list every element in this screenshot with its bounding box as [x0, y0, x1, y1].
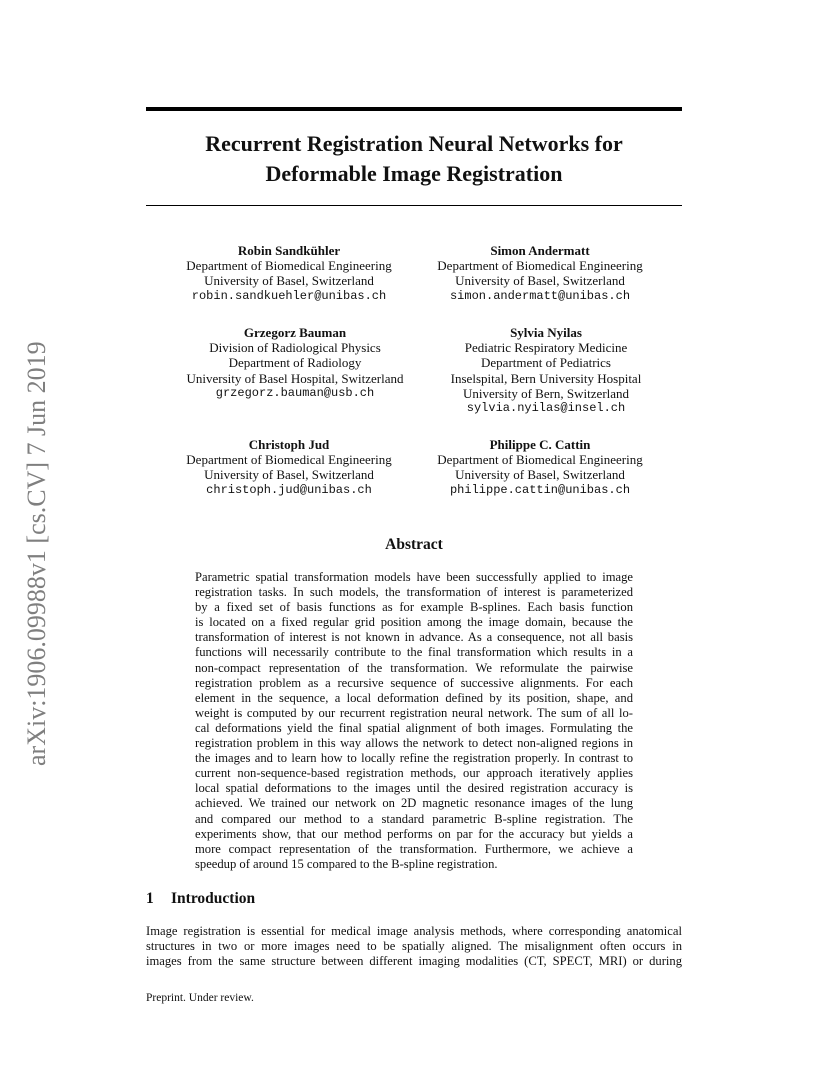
arxiv-sidebar	[15, 296, 55, 766]
author-name: Sylvia Nyilas	[510, 325, 582, 340]
author-block	[164, 243, 414, 304]
abstract-line: experiments show, that our method performs on par for the accuracy but yields a	[195, 826, 633, 841]
author-block	[170, 325, 420, 401]
section-title: Introduction	[171, 890, 256, 907]
author-affiliation: Pediatric Respiratory Medicine	[464, 340, 628, 356]
intro-line: images from the same structure between different imaging modalities (CT, SPECT, MRI) or during	[146, 954, 682, 969]
author-affiliation: Inselspital, Bern University Hospital	[450, 370, 642, 386]
intro-line: Image registration is essential for medical image analysis methods, where corresponding anatomical	[146, 924, 682, 938]
abstract-line: non-compact representation of the transformation. We reformulate the pairwise	[195, 660, 633, 675]
author-affiliation: Department of Biomedical Engineering	[437, 452, 643, 468]
abstract-line: Parametric spatial transformation models have been successfully applied to image	[195, 570, 633, 584]
author-affiliation: University of Basel, Switzerland	[455, 467, 625, 483]
preprint-footer: Preprint. Under review.	[146, 992, 254, 1004]
author-block	[415, 243, 665, 304]
abstract-line: current non-sequence-based registration methods, our approach iteratively applies	[195, 766, 633, 781]
introduction-body	[146, 924, 682, 970]
section-number: 1	[146, 890, 154, 907]
author-block	[164, 437, 414, 498]
author-affiliation: Department of Biomedical Engineering	[437, 258, 643, 274]
title-bottom-rule	[146, 205, 682, 206]
author-affiliation: University of Basel Hospital, Switzerland	[186, 370, 404, 386]
abstract-line: registration tasks. In such models, the transformation of interest is parameterized	[195, 585, 633, 600]
abstract-line: speedup of around 15 compared to the B-spline registration.	[195, 856, 498, 871]
author-name: Christoph Jud	[248, 437, 330, 452]
author-block	[415, 437, 665, 498]
author-name: Robin Sandkühler	[237, 243, 341, 258]
author-affiliation: University of Bern, Switzerland	[462, 385, 630, 401]
author-affiliation: Department of Biomedical Engineering	[186, 258, 392, 274]
abstract-line: cal deformations yield the final spatial alignment of both images. Formulating the	[195, 720, 633, 735]
abstract-line: local spatial deformations to the images until the desired registration accuracy is	[195, 781, 633, 796]
author-affiliation: Department of Radiology	[228, 355, 362, 371]
abstract-line: transformation of interest is not known in advance. As a consequence, not all basis	[195, 630, 633, 645]
paper-title	[146, 129, 682, 189]
author-email: christoph.jud@unibas.ch	[206, 482, 372, 497]
abstract-line: is located on a fixed regular grid position among the image domain, because the	[195, 615, 633, 630]
abstract-line: registration problem in this way allows the network to detect non-aligned regions in	[195, 736, 633, 751]
author-name: Philippe C. Cattin	[489, 437, 591, 452]
abstract-body	[195, 570, 633, 872]
author-email: sylvia.nyilas@insel.ch	[466, 401, 626, 416]
author-email: robin.sandkuehler@unibas.ch	[191, 288, 387, 303]
author-name: Simon Andermatt	[490, 243, 590, 258]
title-line: Recurrent Registration Neural Networks for	[205, 131, 623, 156]
section-heading	[146, 889, 682, 909]
author-affiliation: University of Basel, Switzerland	[204, 467, 374, 483]
abstract-heading: Abstract	[385, 536, 443, 553]
author-email: grzegorz.bauman@usb.ch	[215, 385, 375, 400]
abstract-line: more compact representation of the transformation. Furthermore, we achieve a	[195, 841, 633, 856]
title-line: Deformable Image Registration	[265, 161, 563, 186]
abstract-line: achieved. We trained our network on 2D magnetic resonance images of the lung	[195, 796, 633, 811]
intro-line: structures in two or more images need to be spatially aligned. The misalignment often occurs in	[146, 939, 682, 954]
author-block	[421, 325, 671, 416]
author-affiliation: University of Basel, Switzerland	[455, 273, 625, 289]
abstract-line: the images and to learn how to locally refine the registration properly. In contrast to	[195, 751, 633, 766]
author-affiliation: Department of Pediatrics	[481, 355, 611, 371]
author-affiliation: Division of Radiological Physics	[209, 340, 381, 356]
abstract-line: functions will necessarily contribute to the final transformation which results in a	[195, 645, 633, 660]
author-email: simon.andermatt@unibas.ch	[449, 288, 631, 303]
abstract-line: registration problem as a recursive sequence of successive alignments. For each	[195, 675, 633, 690]
title-top-rule	[146, 107, 682, 111]
author-email: philippe.cattin@unibas.ch	[449, 482, 631, 497]
abstract-line: weight is computed by our recurrent registration neural network. The sum of all lo-	[195, 705, 633, 720]
abstract-line: by a fixed set of basis functions as for example B-splines. Each basis function	[195, 600, 633, 615]
author-name: Grzegorz Bauman	[243, 325, 347, 340]
arxiv-stamp: arXiv:1906.09988v1 [cs.CV] 7 Jun 2019	[22, 341, 51, 766]
abstract-line: element in the sequence, a local deformation defined by its position, shape, and	[195, 690, 633, 705]
author-affiliation: University of Basel, Switzerland	[204, 273, 374, 289]
author-affiliation: Department of Biomedical Engineering	[186, 452, 392, 468]
abstract-line: and compared our method to a standard parametric B-spline registration. The	[195, 811, 633, 826]
